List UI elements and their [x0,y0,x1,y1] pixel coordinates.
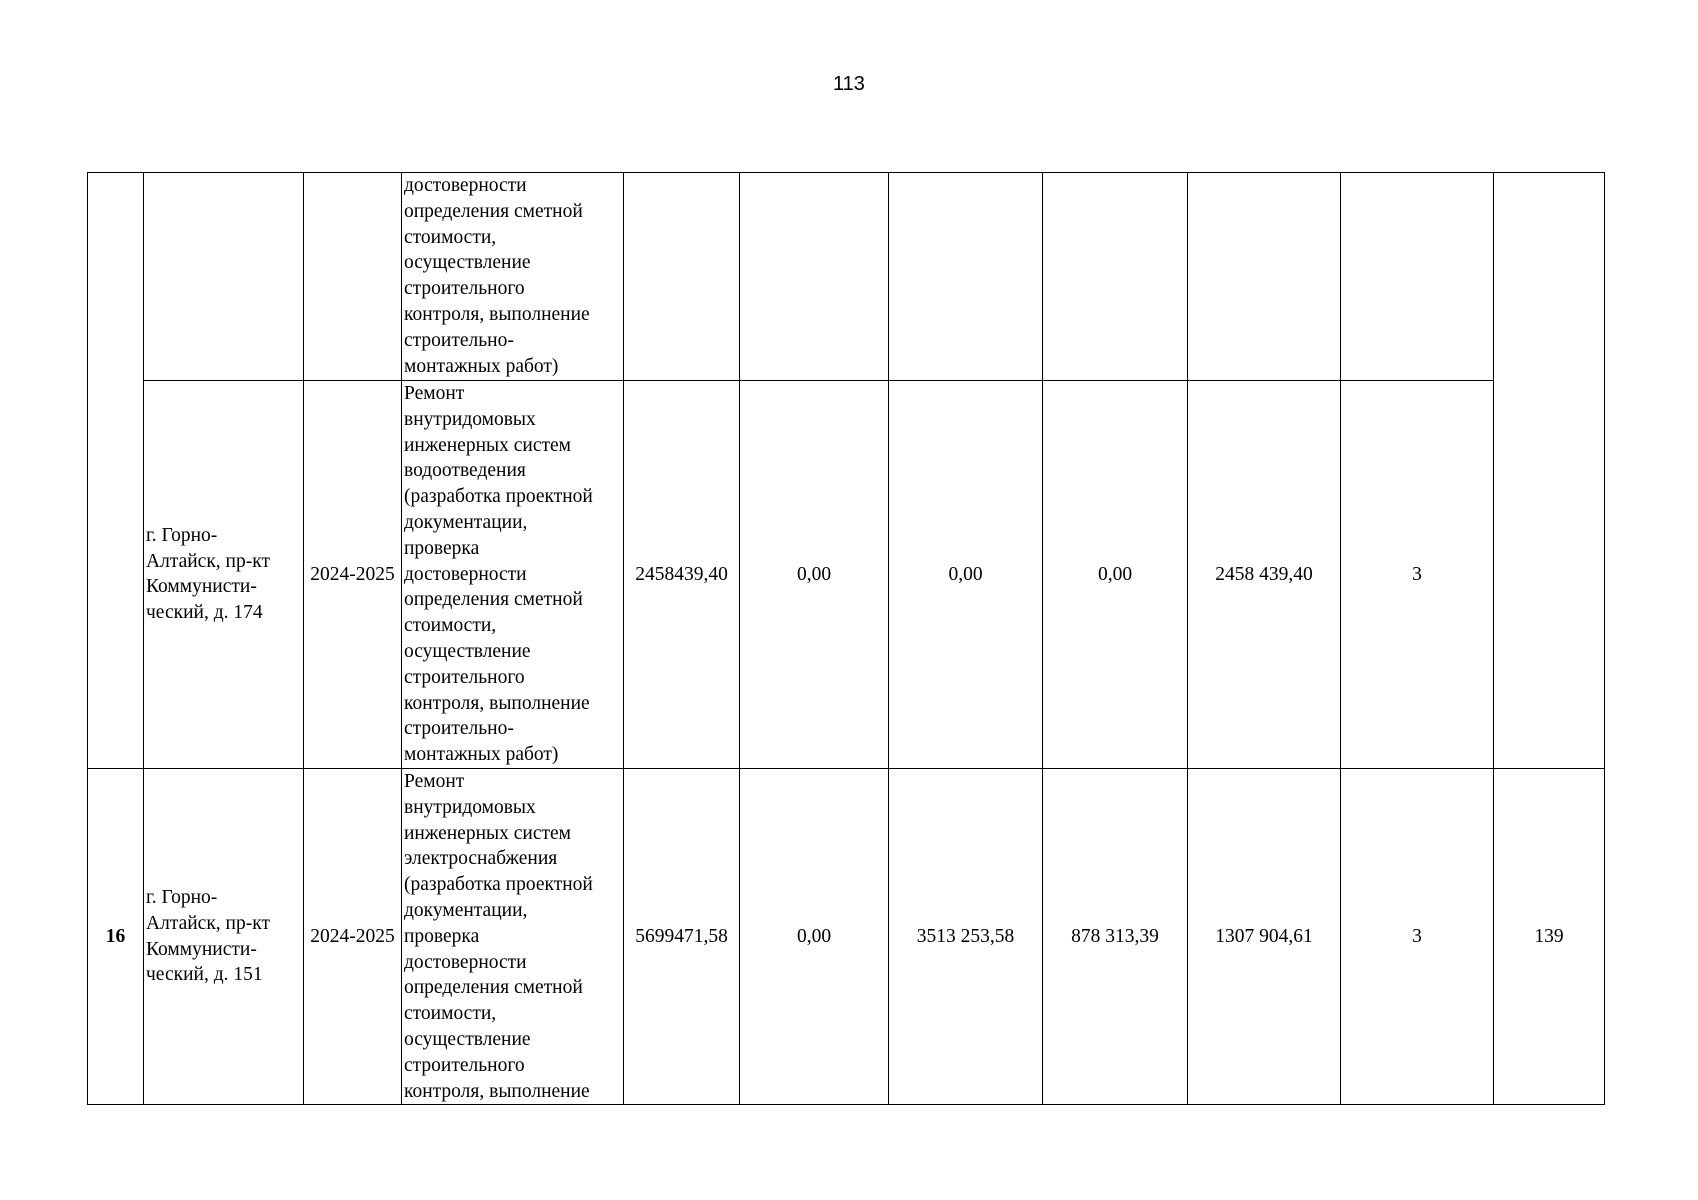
cell-address-empty [144,173,304,381]
cell-municipal: 878 313,39 [1043,768,1188,1104]
cell-owners-empty [1188,173,1341,381]
cell-region: 3513 253,58 [889,768,1043,1104]
table-row-continuation [88,173,1605,381]
cell-owners: 1307 904,61 [1188,768,1341,1104]
cell-owners: 2458 439,40 [1188,381,1341,769]
cell-description: Ремонт внутридомовых инженерных систем электроснабжения (разработка проектной документации, проверка достоверности определения сметной стоимости, осуществление строительного контроля, выполнение [402,768,624,1104]
cell-count-empty [1494,173,1605,769]
table-row [88,381,1605,769]
page-number: 113 [833,73,865,95]
cell-description: Ремонт внутридомовых инженерных систем водоотведения (разработка проектной документации, проверка достоверности определения сметной стоимости, осуществление строительного контроля, выполнение строительно- монтажных работ) [402,381,624,769]
cell-years: 2024-2025 [304,768,402,1104]
cell-method-empty [1341,173,1494,381]
works-table [87,172,1605,1105]
cell-total: 5699471,58 [624,768,740,1104]
cell-total: 2458439,40 [624,381,740,769]
cell-fund: 0,00 [740,381,889,769]
cell-region-empty [889,173,1043,381]
table-row [88,768,1605,1104]
cell-years-empty [304,173,402,381]
cell-fund: 0,00 [740,768,889,1104]
cell-municipal: 0,00 [1043,381,1188,769]
cell-count: 139 [1494,768,1605,1104]
cell-address: г. Горно- Алтайск, пр-кт Коммунисти- ческий, д. 174 [144,381,304,769]
cell-years: 2024-2025 [304,381,402,769]
cell-region: 0,00 [889,381,1043,769]
cell-description: достоверности определения сметной стоимости, осуществление строительного контроля, выполнение строительно- монтажных работ) [402,173,624,381]
cell-municipal-empty [1043,173,1188,381]
cell-fund-empty [740,173,889,381]
cell-number: 16 [88,768,144,1104]
cell-address: г. Горно- Алтайск, пр-кт Коммунисти- ческий, д. 151 [144,768,304,1104]
cell-number-empty [88,173,144,769]
cell-method: 3 [1341,381,1494,769]
cell-method: 3 [1341,768,1494,1104]
cell-total-empty [624,173,740,381]
